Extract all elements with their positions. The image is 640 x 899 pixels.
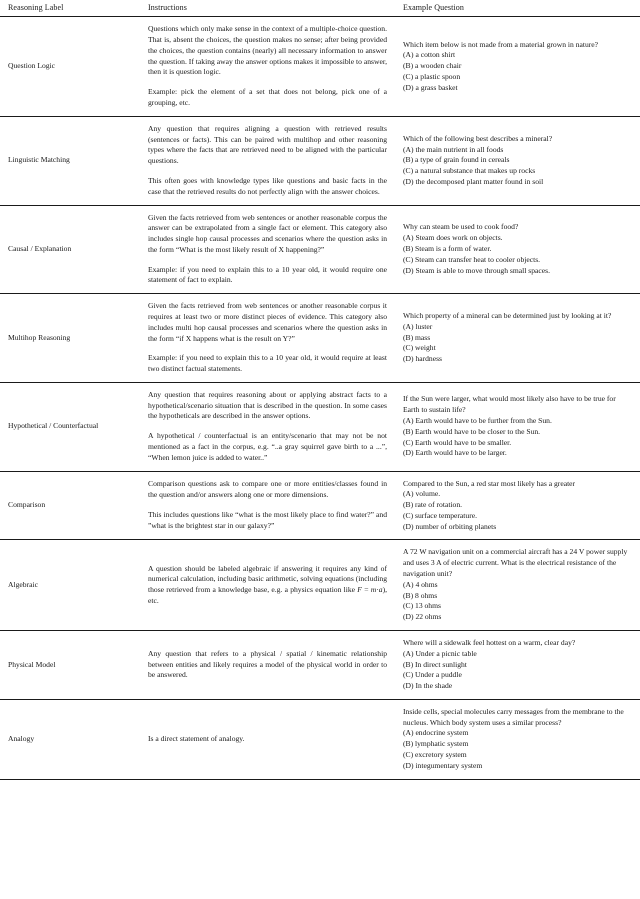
instructions-paragraph: This includes questions like “what is the most likely place to find water?” and ”what is the brightest star in our galaxy?”	[148, 510, 387, 530]
example-question-cell	[395, 382, 640, 471]
reasoning-label-cell	[0, 382, 140, 471]
answer-choice: (B) Earth would have to be closer to the Sun.	[403, 426, 541, 436]
answer-choice: (C) Earth would have to be smaller.	[403, 437, 512, 447]
example-question-cell	[395, 699, 640, 779]
example-question-stem: Which property of a mineral can be determined just by looking at it?	[403, 311, 612, 321]
instructions-cell	[140, 205, 395, 294]
answer-choice: (C) weight	[403, 343, 436, 353]
reasoning-label-text: Question Logic	[8, 61, 56, 71]
reasoning-label-cell	[0, 17, 140, 116]
answer-choice: (B) Steam is a form of water.	[403, 243, 492, 253]
instructions-paragraph: Example: if you need to explain this to a 10 year old, it would require at least two distinct factual statements.	[148, 353, 387, 374]
answer-choice: (A) 4 ohms	[403, 579, 438, 589]
example-question-cell	[395, 116, 640, 205]
table-header-row	[0, 0, 640, 17]
reasoning-label-text: Hypothetical / Counterfactual	[8, 421, 99, 431]
instructions-paragraph: Given the facts retrieved from web sentences or another reasonable corpus the answer can be extrapolated from a single fact or element. This category also includes single hop causal processes and scenarios where the question asks in the form “What is the most likely result of X happening?”	[148, 212, 387, 254]
column-header-example-question: Example Question	[403, 3, 464, 12]
reasoning-label-cell	[0, 294, 140, 383]
answer-choice: (A) endocrine system	[403, 728, 469, 738]
answer-choice: (B) mass	[403, 332, 431, 342]
table-body	[0, 17, 640, 779]
reasoning-label-text: Physical Model	[8, 659, 56, 669]
answer-choice: (A) the main nutrient in all foods	[403, 144, 504, 154]
answer-choice: (D) 22 ohms	[403, 612, 442, 622]
example-answer-choices	[403, 649, 632, 692]
table-header	[0, 0, 640, 17]
instructions-paragraph: A question should be labeled algebraic if answering it requires any kind of numerical calculation, including basic arithmetic, solving equations (including those retrieved from a knowledge base, e.g. a physics equation like F = m·a), etc.	[148, 563, 388, 605]
answer-choice: (B) 8 ohms	[403, 590, 438, 600]
example-question-cell	[395, 630, 640, 699]
example-answer-choices	[403, 50, 632, 93]
instructions-paragraph: Any question that refers to a physical / spatial / kinematic relationship between entities and likely requires a model of the physical world in order to be answered.	[148, 648, 387, 680]
example-question-cell	[395, 205, 640, 294]
answer-choice: (D) hardness	[403, 354, 443, 364]
answer-choice: (B) lymphatic system	[403, 739, 469, 749]
example-answer-choices	[403, 728, 632, 771]
instructions-paragraph: Example: pick the element of a set that does not belong, pick one of a grouping, etc.	[148, 87, 387, 108]
table-row	[0, 471, 640, 540]
instructions-cell	[140, 630, 395, 699]
answer-choice: (D) Steam is able to move through small spaces.	[403, 265, 550, 275]
answer-choice: (C) Steam can transfer heat to cooler objects.	[403, 254, 541, 264]
instructions-paragraph: Comparison questions ask to compare one or more entities/classes found in the question and/or answers along one or more dimensions.	[148, 479, 387, 500]
answer-choice: (C) surface temperature.	[403, 510, 477, 520]
answer-choice: (D) the decomposed plant matter found in soil	[403, 176, 544, 186]
instructions-cell	[140, 382, 395, 471]
column-header-reasoning-label: Reasoning Label	[8, 3, 64, 12]
answer-choice: (D) a grass basket	[403, 82, 458, 92]
answer-choice: (C) excretory system	[403, 749, 467, 759]
reasoning-label-text: Multihop Reasoning	[8, 332, 71, 342]
answer-choice: (C) a natural substance that makes up rocks	[403, 166, 536, 176]
answer-choice: (A) volume.	[403, 489, 441, 499]
answer-choice: (D) In the shade	[403, 681, 453, 691]
instructions-paragraph: Example: if you need to explain this to a 10 year old, it would require one statement of fact to explain.	[148, 264, 387, 285]
table-row	[0, 540, 640, 630]
reasoning-label-cell	[0, 116, 140, 205]
answer-choice: (D) integumentary system	[403, 760, 483, 770]
answer-choice: (B) a wooden chair	[403, 61, 462, 71]
reasoning-label-cell	[0, 540, 140, 630]
example-question-stem: Where will a sidewalk feel hottest on a warm, clear day?	[403, 637, 576, 647]
example-answer-choices	[403, 233, 632, 276]
reasoning-label-cell	[0, 205, 140, 294]
instructions-paragraph: Questions which only make sense in the context of a multiple-choice question. That is, absent the choices, the question makes no sense; after being provided the choices, the question contains (nearly) all necessary information to answer the question. If taking away the answer options makes it impossible to answer, then it is question logic.	[148, 24, 387, 77]
instructions-paragraph: Any question that requires aligning a question with retrieved results (sentences or facts). This can be paired with multihop and other reasoning types where the facts that are retrieved need to be aligned with the particular questions.	[148, 123, 387, 166]
answer-choice: (C) Under a puddle	[403, 670, 462, 680]
table-row	[0, 205, 640, 294]
answer-choice: (C) 13 ohms	[403, 601, 441, 611]
example-question-cell	[395, 540, 640, 630]
instructions-paragraph: Any question that requires reasoning about or applying abstract facts to a hypothetical/scenario situation that is described in the question. In some cases the hypotheticals are described in the answer options.	[148, 389, 387, 421]
table-row	[0, 699, 640, 779]
instructions-cell	[140, 116, 395, 205]
example-answer-choices	[403, 322, 632, 365]
reasoning-label-cell	[0, 630, 140, 699]
instructions-cell	[140, 294, 395, 383]
reasoning-label-text: Causal / Explanation	[8, 243, 72, 253]
answer-choice: (A) Under a picnic table	[403, 648, 477, 658]
table-row	[0, 382, 640, 471]
answer-choice: (A) a cotton shirt	[403, 50, 456, 60]
example-question-stem: A 72 W navigation unit on a commercial aircraft has a 24 V power supply and uses 3 A of electric current. What is the electrical resistance of the navigation unit?	[403, 547, 628, 579]
example-question-stem: Compared to the Sun, a red star most likely has a greater	[403, 478, 576, 488]
answer-choice: (B) a type of grain found in cereals	[403, 155, 510, 165]
example-answer-choices	[403, 145, 632, 188]
instructions-cell	[140, 699, 395, 779]
reasoning-label-text: Analogy	[8, 733, 35, 743]
answer-choice: (B) rate of rotation.	[403, 500, 463, 510]
answer-choice: (B) In direct sunlight	[403, 659, 467, 669]
instructions-paragraph: Is a direct statement of analogy.	[148, 733, 245, 743]
example-answer-choices	[403, 580, 632, 623]
instructions-cell	[140, 17, 395, 116]
example-question-stem: Which item below is not made from a material grown in nature?	[403, 39, 599, 49]
reasoning-label-text: Algebraic	[8, 579, 38, 589]
example-question-stem: Which of the following best describes a mineral?	[403, 133, 553, 143]
answer-choice: (D) number of orbiting planets	[403, 521, 497, 531]
example-question-cell	[395, 17, 640, 116]
reasoning-label-cell	[0, 699, 140, 779]
example-question-stem: If the Sun were larger, what would most likely also have to be true for Earth to sustain life?	[403, 394, 616, 415]
answer-choice: (A) Earth would have to be further from the Sun.	[403, 415, 552, 425]
answer-choice: (C) a plastic spoon	[403, 71, 461, 81]
column-header-instructions: Instructions	[148, 3, 187, 12]
example-question-stem: Why can steam be used to cook food?	[403, 222, 519, 232]
reasoning-label-text: Comparison	[8, 500, 46, 510]
table-row	[0, 630, 640, 699]
example-question-stem: Inside cells, special molecules carry messages from the membrane to the nucleus. Which body system uses a similar process?	[403, 706, 624, 727]
example-answer-choices	[403, 416, 632, 459]
instructions-paragraph: Given the facts retrieved from web sentences or another reasonable corpus it requires at least two or more distinct pieces of evidence. This category also includes multi hop causal processes and scenarios where the question asks in the form “if X happens what is the result on Y?”	[148, 301, 387, 343]
reasoning-label-cell	[0, 471, 140, 540]
answer-choice: (A) luster	[403, 321, 433, 331]
instructions-cell	[140, 471, 395, 540]
example-question-cell	[395, 471, 640, 540]
table-row	[0, 116, 640, 205]
reasoning-label-text: Linguistic Matching	[8, 155, 70, 165]
answer-choice: (D) Earth would have to be larger.	[403, 448, 507, 458]
instructions-cell	[140, 540, 395, 630]
table-row	[0, 17, 640, 116]
answer-choice: (A) Steam does work on objects.	[403, 233, 503, 243]
instructions-paragraph: A hypothetical / counterfactual is an entity/scenario that may not be not mentioned as a fact in the corpus, e.g. “..a gray squirrel gave birth to a ...”, “When lemon juice is added to water..”	[148, 431, 387, 462]
instructions-paragraph: This often goes with knowledge types like questions and basic facts in the case that the retrieved results do not perfectly align with the answer choices.	[148, 175, 387, 196]
example-question-cell	[395, 294, 640, 383]
example-answer-choices	[403, 489, 632, 532]
table-row	[0, 294, 640, 383]
